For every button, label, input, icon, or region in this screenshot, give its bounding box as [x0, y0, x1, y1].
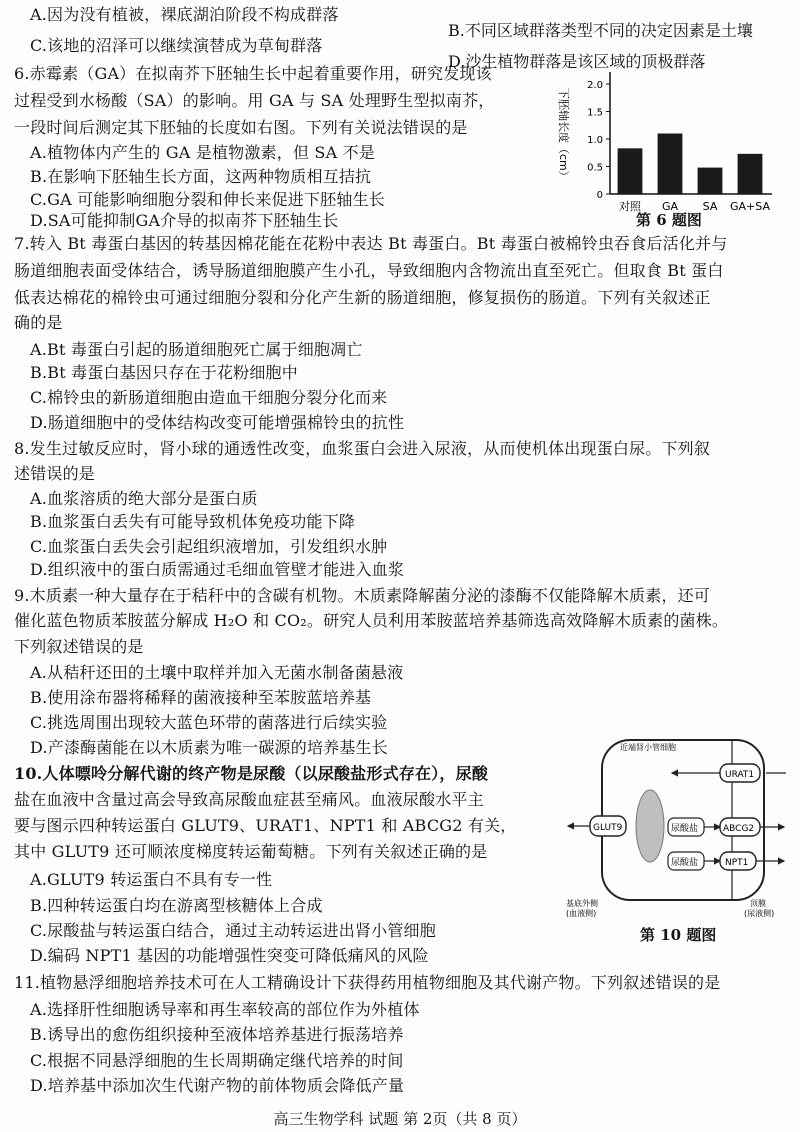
apical-side-label: 顶膜 — [750, 899, 766, 908]
y-tick-label: 0 — [596, 190, 603, 201]
q7-stem-line: 确的是 — [14, 313, 63, 332]
q7-stem-line: 7.转入 Bt 毒蛋白基因的转基因棉花能在花粉中表达 Bt 毒蛋白。Bt 毒蛋白被棉铃虫吞食后活化并与 — [14, 234, 728, 253]
q6-stem-line: 一段时间后测定其下胚轴的长度如右图。下列有关说法错误的是 — [14, 118, 468, 137]
q10-option-a: A.GLUT9 转运蛋白不具有专一性 — [30, 870, 273, 889]
q8-option-d: D.组织液中的蛋白质需通过毛细血管壁才能进入血浆 — [30, 560, 405, 579]
q8-stem-line: 述错误的是 — [14, 464, 96, 483]
q7-option-a: A.Bt 毒蛋白引起的肠道细胞死亡属于细胞凋亡 — [30, 340, 363, 359]
q10-stem-line: 其中 GLUT9 还可顺浓度梯度转运葡萄糖。下列有关叙述正确的是 — [14, 842, 488, 861]
page-footer: 高三生物学科 试题 第 2页（共 8 页） — [273, 1110, 527, 1128]
q9-stem-line: 下列叙述错误的是 — [14, 637, 144, 656]
y-tick-label: 1.5 — [587, 107, 603, 119]
q11-option-c: C.根据不同悬浮细胞的生长周期确定继代培养的时间 — [30, 1051, 404, 1070]
q10-option-d: D.编码 NPT1 基因的功能增强性突变可降低痛风的风险 — [30, 946, 429, 965]
bar-1 — [658, 134, 683, 195]
q8-option-c: C.血浆蛋白丢失会引起组织液增加，引发组织水肿 — [30, 537, 388, 556]
q11-option-b: B.诱导出的愈伤组织接种至液体培养基进行振荡培养 — [30, 1025, 404, 1044]
q7-option-b: B.Bt 毒蛋白基因只存在于花粉细胞中 — [30, 363, 298, 382]
cell-label: 近端肾小管细胞 — [620, 743, 676, 752]
q9-option-d: D.产漆酶菌能在以木质素为唯一碳源的培养基生长 — [30, 738, 388, 757]
q6-option-d: D.SA可能抑制GA介导的拟南芥下胚轴生长 — [30, 211, 339, 230]
bar-0 — [618, 148, 643, 194]
y-tick-label: 2.0 — [587, 80, 603, 91]
q10-stem-line: 10.人体嘌呤分解代谢的终产物是尿酸（以尿酸盐形式存在），尿酸 — [14, 764, 489, 783]
q6-stem-line: 过程受到水杨酸（SA）的影响。用 GA 与 SA 处理野生型拟南芥， — [14, 91, 495, 110]
q8-option-a: A.血浆溶质的绝大部分是蛋白质 — [30, 489, 258, 508]
q6-option-b: B.在影响下胚轴生长方面，这两种物质相互拮抗 — [30, 167, 372, 186]
q8-option-b: B.血浆蛋白丢失有可能导致机体免疫功能下降 — [30, 512, 356, 531]
abcg2-label: ABCG2 — [723, 824, 755, 834]
q7-option-c: C.棉铃虫的新肠道细胞由造血干细胞分裂分化而来 — [30, 388, 388, 407]
q5-option-a: A.因为没有植被，裸底湖泊阶段不构成群落 — [30, 5, 339, 24]
basal-side-sublabel: (血液侧) — [566, 909, 597, 918]
figure-6-bar-chart — [542, 62, 782, 232]
q11-option-a: A.选择肝性细胞诱导率和再生率较高的部位作为外植体 — [30, 1000, 420, 1019]
glut9-label: GLUT9 — [593, 823, 623, 833]
x-category-label: 对照 — [619, 200, 641, 213]
x-category-label: GA — [661, 200, 679, 213]
q5-option-c: C.该地的沼泽可以继续演替成为草甸群落 — [30, 36, 323, 55]
q8-stem-line: 8.发生过敏反应时，肾小球的通透性改变，血浆蛋白会进入尿液，从而使机体出现蛋白尿。下列叙 — [14, 439, 711, 458]
urat1-label: URAT1 — [725, 770, 755, 780]
q9-option-b: B.使用涂布器将稀释的菌液接种至苯胺蓝培养基 — [30, 688, 372, 707]
q10-stem-line: 盐在血液中含量过高会导致高尿酸血症甚至痛风。血液尿酸水平主 — [14, 790, 484, 809]
q10-option-b: B.四种转运蛋白均在游离型核糖体上合成 — [30, 896, 323, 915]
q10-stem-line: 要与图示四种转运蛋白 GLUT9、URAT1、NPT1 和 ABCG2 有关， — [14, 816, 517, 835]
q9-stem-line: 催化蓝色物质苯胺蓝分解成 H₂O 和 CO₂。研究人员利用苯胺蓝培养基筛选高效降解木质素的菌株。 — [14, 611, 729, 630]
urate-label: 尿酸盐 — [671, 824, 699, 834]
q10-option-c: C.尿酸盐与转运蛋白结合，通过主动转运进出肾小管细胞 — [30, 921, 436, 940]
basal-side-label: 基底外侧 — [566, 899, 598, 908]
q11-option-d: D.培养基中添加次生代谢产物的前体物质会降低产量 — [30, 1076, 405, 1095]
figure-10-transporter-diagram — [560, 728, 786, 924]
bar-2 — [698, 168, 723, 194]
x-category-label: SA — [702, 200, 718, 213]
x-category-label: GA+SA — [730, 200, 770, 213]
figure-6-caption: 第 6 题图 — [636, 211, 702, 229]
apical-side-sublabel: (尿液侧) — [744, 909, 775, 918]
q5-option-d: D.沙生植物群落是该区域的顶极群落 — [448, 52, 706, 71]
y-tick-label: 1.0 — [587, 135, 603, 146]
q11-stem-line: 11.植物悬浮细胞培养技术可在人工精确设计下获得药用植物细胞及其代谢产物。下列叙述错误的是 — [14, 973, 721, 992]
nucleus — [636, 790, 664, 862]
y-axis-label: 下胚轴长度（cm） — [557, 88, 570, 182]
q9-stem-line: 9.木质素一种大量存在于秸秆中的含碳有机物。木质素降解菌分泌的漆酶不仅能降解木质素，还可 — [14, 586, 711, 605]
q7-stem-line: 肠道细胞表面受体结合，诱导肠道细胞膜产生小孔，导致细胞内含物流出直至死亡。但取食 Bt 蛋白 — [14, 261, 724, 280]
q7-option-d: D.肠道细胞中的受体结构改变可能增强棉铃虫的抗性 — [30, 413, 405, 432]
q9-option-a: A.从秸秆还田的土壤中取样并加入无菌水制备菌悬液 — [30, 663, 404, 682]
q6-option-c: C.GA 可能影响细胞分裂和伸长来促进下胚轴生长 — [30, 190, 385, 209]
q6-option-a: A.植物体内产生的 GA 是植物激素，但 SA 不是 — [30, 143, 376, 162]
bar-3 — [738, 154, 763, 194]
npt1-label: NPT1 — [725, 858, 749, 868]
q9-option-c: C.挑选周围出现较大蓝色环带的菌落进行后续实验 — [30, 713, 388, 732]
y-tick-label: 0.5 — [587, 162, 603, 174]
urate-label-2: 尿酸盐 — [671, 858, 699, 868]
q6-stem-line: 6.赤霉素（GA）在拟南芥下胚轴生长中起着重要作用，研究发现该 — [14, 64, 492, 83]
q5-option-b: B.不同区域群落类型不同的决定因素是土壤 — [448, 21, 753, 40]
q7-stem-line: 低表达棉花的棉铃虫可通过细胞分裂和分化产生新的肠道细胞，修复损伤的肠道。下列有关叙述正 — [14, 288, 711, 307]
figure-10-caption: 第 10 题图 — [640, 926, 717, 944]
